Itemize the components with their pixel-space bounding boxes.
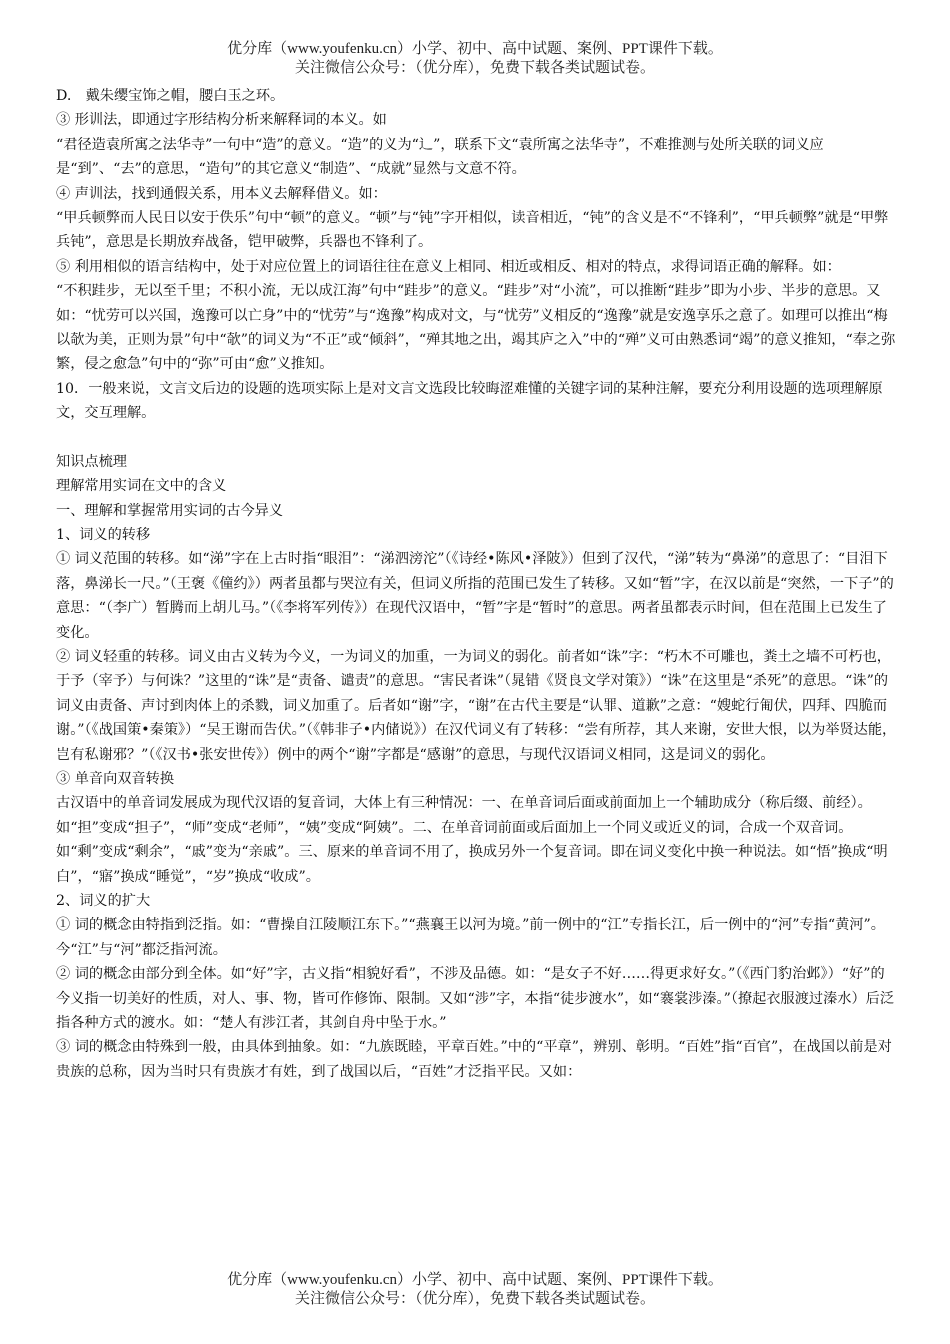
option-d: D. 戴朱缨宝饰之帽，腰白玉之环。	[56, 88, 285, 104]
section-subtitle: 理解常用实词在文中的含义	[56, 478, 227, 495]
header-line-1: 优分库（www.youfenku.cn）小学、初中、高中试题、案例、PPT课件下载。	[227, 41, 723, 57]
method-4-heading: ④ 声训法，找到通假关系，用本义去解释借义。如：	[56, 185, 387, 202]
paragraph-scope-shift: ① 词义范围的转移。如“涕”字在上古时指“眼泪”：“涕泗滂沱”（《诗经•陈风•泽陂》）但到了汉代，“涕”转为“鼻涕”的意思了：“目泪下落，鼻涕长一尺。”（王褒《僮约》）两者虽都与哭泣有关，但词义所指的范围已发生了转移。又如“暂”字，在汉以前是“突然，一下子”的意思：“（李广）暂腾而上胡儿马。”（《李将军列传》）在现代汉语中，“暂”字是“暂时”的意思。两者虽都表示时间，但在范围上已发生了变化。	[56, 551, 894, 641]
method-5-example: “不积跬步，无以至千里；不积小流，无以成江海”句中“跬步”的意义。“跬步”对“小流”，可以推断“跬步”即为小步、半步的意思。又如：“忧劳可以兴国，逸豫可以亡身”中的“忧劳”与“逸豫”构成对文，与“忧劳”义相反的“逸豫”就是安逸享乐之意了。如理可以推出“梅以欹为美，正则为景”句中“欹”的词义为“不正”或“倾斜”，“殚其地之出，竭其庐之入”中的“殚”义可由熟悉词“竭”的意义推知，“奉之弥繁，侵之愈急”句中的“弥”可由“愈”义推知。	[56, 283, 896, 373]
footer-line-1: 优分库（www.youfenku.cn）小学、初中、高中试题、案例、PPT课件下载。	[227, 1272, 723, 1288]
paragraph-mono-to-di: 古汉语中的单音词发展成为现代汉语的复音词，大体上有三种情况：一、在单音词后面或前面加上一个辅助成分（称后缀、前经）。如“担”变成“担子”，“师”变成“老师”，“姨”变成“阿姨”。二、在单音词前面或后面加上一个同义或近义的词，合成一个双音词。如“剩”变成“剩余”，“戚”变为“亲戚”。三、原来的单音词不用了，换成另外一个复音词。即在词义变化中换一种说法。如“悟”换成“明白”，“寤”换成“睡觉”，“岁”换成“收成”。	[56, 795, 888, 885]
paragraph-specific-to-general: ① 词的概念由特指到泛指。如：“曹操自江陵顺江东下。”“燕襄王以河为境。”前一例中的“江”专指长江，后一例中的“河”专指“黄河”。今“江”与“河”都泛指河流。	[56, 917, 885, 958]
page-footer	[0, 1271, 950, 1309]
document-body	[56, 84, 898, 1084]
page-header	[0, 40, 950, 78]
header-line-2: 关注微信公众号：（优分库），免费下载各类试题试卷。	[294, 60, 655, 76]
paragraph-mono-to-di-heading: ③ 单音向双音转换	[56, 770, 175, 787]
method-3-example: “君径造袁所寓之法华寺”一句中“造”的意义。“造”的义为“辶”，联系下文“袁所寓之法华寺”，不难推测与处所关联的词义应是“到”、“去”的意思，“造句”的其它意义“制造”、“成就”显然与文意不符。	[56, 136, 824, 178]
paragraph-concrete-to-abstract: ③ 词的概念由特殊到一般，由具体到抽象。如：“九族既睦，平章百姓。”中的“平章”，辨别、彰明。“百姓”指“百官”，在战国以前是对贵族的总称，因为当时只有贵族才有姓，到了战国以后，“百姓”才泛指平民。又如：	[56, 1039, 892, 1080]
tip-10: 10．一般来说，文言文后边的设题的选项实际上是对文言文选段比较晦涩难懂的关键字词的某种注解，要充分利用设题的选项理解原文，交互理解。	[56, 380, 883, 422]
method-3-heading: ③ 形训法，即通过字形结构分析来解释词的本义。如	[56, 112, 387, 129]
section-title: 知识点梳理	[56, 453, 127, 470]
method-4-example: “甲兵顿弊而人民日以安于佚乐”句中“顿”的意义。“顿”与“钝”字开相似，读音相近，“钝”的含义是不“不锋利”，“甲兵顿弊”就是“甲弊兵钝”，意思是长期放弃战备，铠甲破弊，兵器也不锋利了。	[56, 210, 889, 251]
part-1-heading: 一、理解和掌握常用实词的古今异义	[56, 502, 284, 519]
section-gap	[56, 426, 898, 450]
paragraph-part-to-whole: ② 词的概念由部分到全体。如“好”字，古义指“相貌好看”，不涉及品德。如：“是女子不好……得更求好女。”（《西门豹治邺》）“好”的今义指一切美好的性质，对人、事、物，皆可作修饰、限制。又如“涉”字，本指“徒步渡水”，如“褰裳涉溱。”（撩起衣服渡过溱水）后泛指各种方式的渡水。如：“楚人有涉江者，其剑自舟中坠于水。”	[56, 966, 895, 1032]
subsection-2-heading: 2、词义的扩大	[56, 893, 151, 909]
paragraph-weight-shift: ② 词义轻重的转移。词义由古义转为今义，一为词义的加重，一为词义的弱化。前者如“诛”字：“朽木不可雕也，粪土之墙不可朽也，于予（宰予）与何诛？”这里的“诛”是“责备、谴责”的意思。“害民者诛”（晁错《贤良文学对策》）“诛”在这里是“杀死”的意思。“诛”的词义由责备、声讨到肉体上的杀戮，词义加重了。后者如“谢”字，“谢”在古代主要是“认罪、道歉”之意：“嫂蛇行匍伏，四拜、四脆而谢。”（《战国策•秦策》）“吴王谢而告伏。”（《韩非子•内储说》）在汉代词义有了转移：“尝有所荐，其人来谢，安世大恨，以为举贤达能，岂有私谢邪？”（《汉书•张安世传》）例中的两个“谢”字都是“感谢”的意思，与现代汉语词义相同，这是词义的弱化。	[56, 648, 897, 763]
footer-line-2: 关注微信公众号：（优分库），免费下载各类试题试卷。	[294, 1291, 655, 1307]
subsection-1-heading: 1、词义的转移	[56, 526, 151, 543]
method-5-heading: ⑤ 利用相似的语言结构中，处于对应位置上的词语往往在意义上相同、相近或相反、相对的特点，求得词语正确的解释。如：	[56, 258, 841, 275]
